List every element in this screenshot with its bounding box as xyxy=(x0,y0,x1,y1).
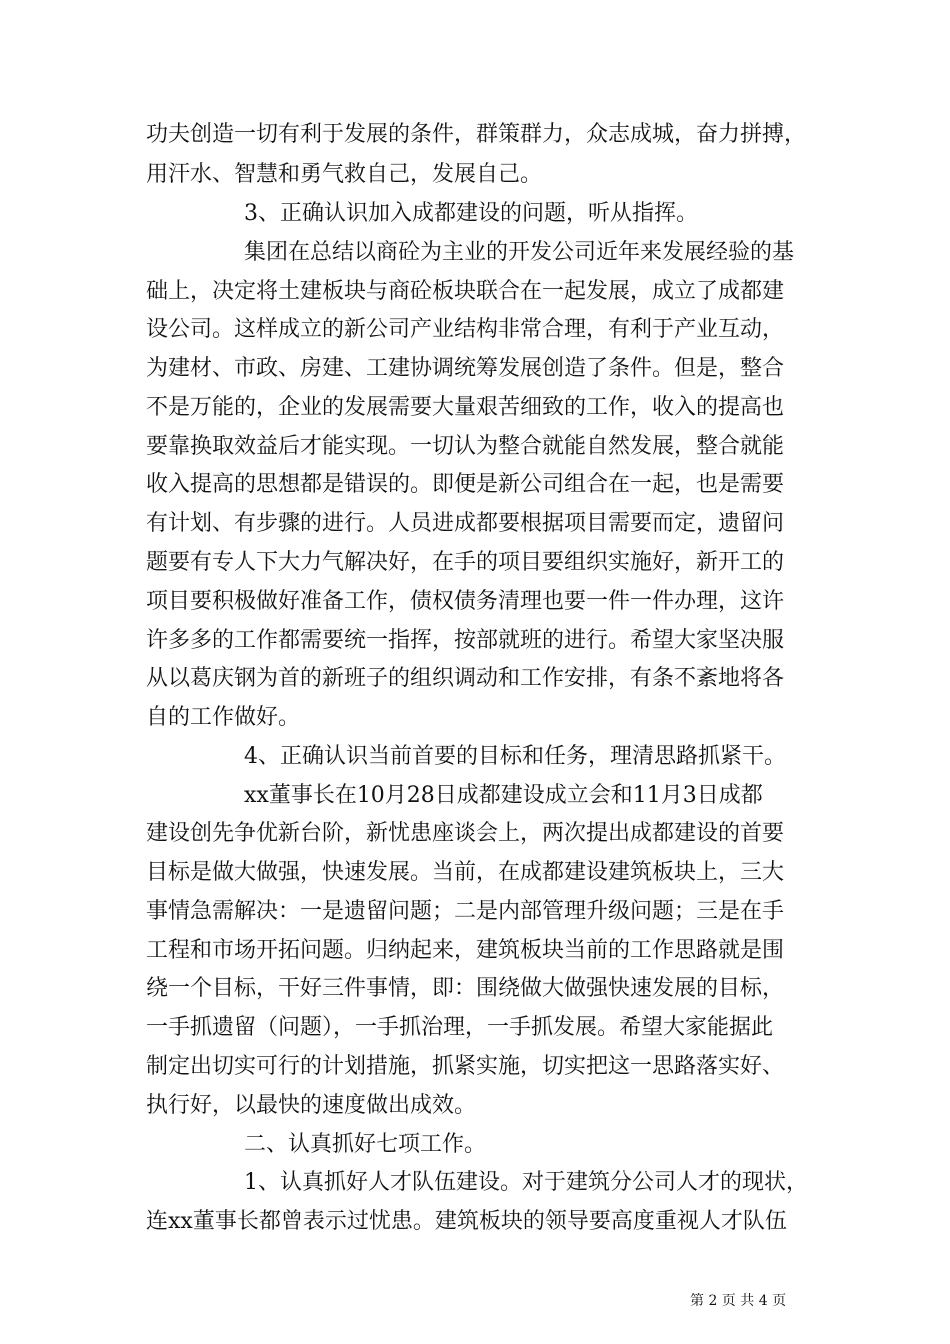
text-line: 目标是做大做强，快速发展。当前，在成都建设建筑板块上，三大 xyxy=(146,860,785,885)
text-line: 3、正确认识加入成都建设的问题，听从指挥。 xyxy=(244,201,698,226)
text-line: xx董事长在10月28日成都建设成立会和11月3日成都 xyxy=(244,783,763,808)
text-line: 为建材、市政、房建、工建协调统筹发展创造了条件。但是，整合 xyxy=(146,356,785,381)
page-number-footer: 第 2 页 共 4 页 xyxy=(690,1293,787,1309)
text-line: 要靠换取效益后才能实现。一切认为整合就能自然发展，整合就能 xyxy=(146,434,785,459)
text-line: 集团在总结以商砼为主业的开发公司近年来发展经验的基 xyxy=(244,240,795,265)
text-line: 1、认真抓好人才队伍建设。对于建筑分公司人才的现状， xyxy=(244,1170,808,1195)
text-line: 有计划、有步骤的进行。人员进成都要根据项目需要而定，遗留问 xyxy=(146,511,785,536)
text-line: 用汗水、智慧和勇气救自己，发展自己。 xyxy=(146,162,543,187)
text-line: 从以葛庆钢为首的新班子的组织调动和工作安排，有条不紊地将各 xyxy=(146,666,785,691)
text-line: 连xx董事长都曾表示过忧患。建筑板块的领导要高度重视人才队伍 xyxy=(146,1209,787,1234)
text-line: 设公司。这样成立的新公司产业结构非常合理，有利于产业互动， xyxy=(146,317,785,342)
text-line: 4、正确认识当前首要的目标和任务，理清思路抓紧干。 xyxy=(244,744,786,769)
text-line: 项目要积极做好准备工作，债权债务清理也要一件一件办理，这许 xyxy=(146,589,785,614)
text-line: 题要有专人下大力气解决好，在手的项目要组织实施好，新开工的 xyxy=(146,550,785,575)
text-line: 执行好，以最快的速度做出成效。 xyxy=(146,1093,477,1118)
text-line: 一手抓遗留（问题），一手抓治理，一手抓发展。希望大家能据此 xyxy=(146,1015,774,1040)
text-line: 收入提高的思想都是错误的。即便是新公司组合在一起，也是需要 xyxy=(146,472,785,497)
text-line: 自的工作做好。 xyxy=(146,705,301,730)
text-line: 许多多的工作都需要统一指挥，按部就班的进行。希望大家坚决服 xyxy=(146,628,785,653)
text-line: 事情急需解决：一是遗留问题；二是内部管理升级问题；三是在手 xyxy=(146,899,785,924)
text-line: 绕一个目标，干好三件事情，即：围绕做大做强快速发展的目标， xyxy=(146,976,785,1001)
text-line: 不是万能的，企业的发展需要大量艰苦细致的工作，收入的提高也 xyxy=(146,395,785,420)
text-line: 础上，决定将土建板块与商砼板块联合在一起发展，成立了成都建 xyxy=(146,279,785,304)
text-line: 二、认真抓好七项工作。 xyxy=(244,1132,487,1157)
text-line: 功夫创造一切有利于发展的条件，群策群力，众志成城，奋力拼搏， xyxy=(146,122,807,147)
text-line: 工程和市场开拓问题。归纳起来，建筑板块当前的工作思路就是围 xyxy=(146,938,785,963)
text-line: 建设创先争优新台阶，新忧患座谈会上，两次提出成都建设的首要 xyxy=(146,821,785,846)
text-line: 制定出切实可行的计划措施，抓紧实施，切实把这一思路落实好、 xyxy=(146,1054,785,1079)
